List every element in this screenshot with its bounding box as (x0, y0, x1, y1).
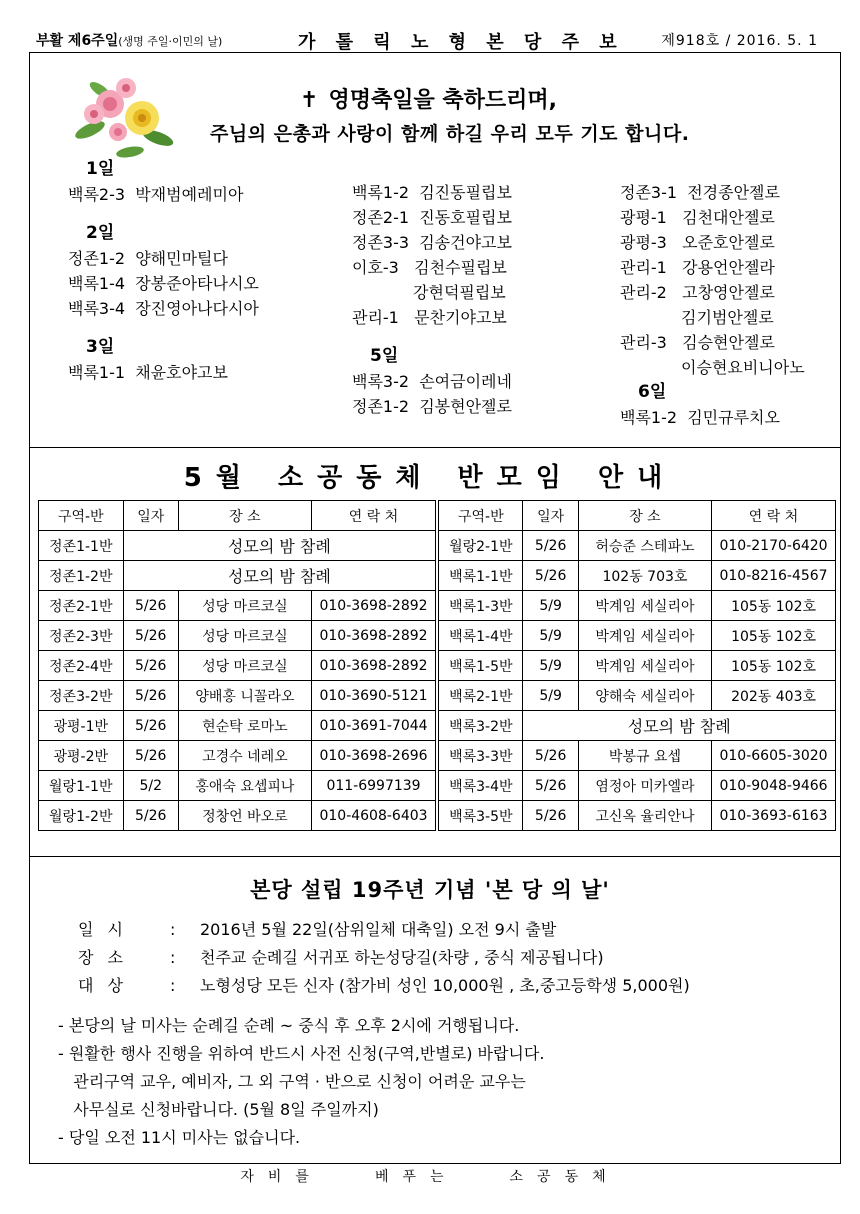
table-cell: 백록1-4반 (439, 621, 523, 651)
table-cell: 성모의 밤 참례 (123, 561, 436, 591)
table-cell: 백록3-4반 (439, 771, 523, 801)
table-row (39, 531, 836, 561)
table-cell: 정존1-1반 (39, 531, 124, 561)
info-line (78, 944, 690, 972)
table-cell: 정존2-3반 (39, 621, 124, 651)
feast-name: 이호-3 김천수필립보 (352, 258, 507, 277)
column-header: 일자 (523, 501, 578, 531)
anniversary-info (78, 916, 690, 1000)
table-cell: 5/26 (123, 651, 178, 681)
feast-name: 백록2-3 박재범예레미아 (68, 185, 244, 204)
feast-name: 관리-2 고창영안젤로 (620, 283, 775, 302)
liturgy-name: 부활 제6주일 (36, 33, 119, 49)
footer-word: 자비를 (240, 1169, 323, 1185)
footer-word: 소공동체 (509, 1169, 620, 1185)
info-value: 천주교 순례길 서귀포 하논성당길(차량 , 중식 제공됩니다) (200, 948, 604, 967)
feast-column-3 (620, 180, 805, 430)
bulletin-title: 가 톨 릭 노 형 본 당 주 보 (298, 32, 624, 53)
table-cell: 홍애숙 요셉피나 (178, 771, 311, 801)
table-cell: 정존3-2반 (39, 681, 124, 711)
table-cell: 정존1-2반 (39, 561, 124, 591)
feast-name: 백록1-4 장봉준아타나시오 (68, 274, 259, 293)
feast-name: 백록1-1 채윤호야고보 (68, 363, 228, 382)
table-cell: 박봉규 요셉 (578, 741, 711, 771)
table-cell: 010-3698-2892 (311, 621, 435, 651)
feast-name: 백록1-2 김민규루치오 (620, 408, 780, 427)
table-cell: 허승준 스테파노 (578, 531, 711, 561)
anniversary-notes (58, 1012, 544, 1152)
table-cell: 정창언 바오로 (178, 801, 311, 831)
meeting-table (38, 500, 836, 831)
note-line: - 원활한 행사 진행을 위하여 반드시 사전 신청(구역,반별로) 바랍니다. (58, 1044, 545, 1063)
table-row (39, 801, 836, 831)
greeting-line-2: 주님의 은총과 사랑이 함께 하길 우리 모두 기도 합니다. (210, 123, 690, 145)
feast-name: 정존1-2 김봉현안젤로 (352, 397, 512, 416)
table-row (39, 561, 836, 591)
feast-name: 광평-1 김천대안젤로 (620, 208, 775, 227)
feast-day: 5일 (370, 346, 399, 366)
feast-day: 6일 (638, 382, 667, 402)
table-cell: 정존2-1반 (39, 591, 124, 621)
table-cell: 5/26 (123, 621, 178, 651)
table-cell: 010-3698-2892 (311, 651, 435, 681)
table-cell: 010-2170-6420 (712, 531, 836, 561)
table-cell: 010-3698-2892 (311, 591, 435, 621)
table-cell: 5/9 (523, 591, 578, 621)
feast-name: 백록1-2 김진동필립보 (352, 183, 512, 202)
table-row (39, 711, 836, 741)
table-cell: 5/26 (123, 801, 178, 831)
table-cell: 010-3690-5121 (311, 681, 435, 711)
table-cell: 5/26 (523, 801, 578, 831)
table-cell: 102동 703호 (578, 561, 711, 591)
feast-day: 1일 (86, 159, 115, 179)
table-cell: 월랑1-2반 (39, 801, 124, 831)
table-cell: 정존2-4반 (39, 651, 124, 681)
table-cell: 월랑1-1반 (39, 771, 124, 801)
table-row (39, 621, 836, 651)
liturgy-subtitle: (생명 주일·이민의 날) (118, 35, 223, 48)
column-header: 연 락 처 (311, 501, 435, 531)
anniversary-title: 본당 설립 19주년 기념 '본 당 의 날' (250, 878, 610, 902)
info-label: 대상 (78, 976, 137, 995)
info-label: 일시 (78, 920, 137, 939)
feast-name: 백록3-2 손여금이레네 (352, 372, 512, 391)
table-cell: 박계임 세실리아 (578, 621, 711, 651)
feast-name: 강현덕필립보 (352, 283, 506, 302)
table-cell: 백록1-3반 (439, 591, 523, 621)
spacer (352, 330, 512, 344)
table-cell: 고신옥 율리안나 (578, 801, 711, 831)
table-cell: 105동 102호 (712, 621, 836, 651)
feast-name: 관리-3 김승현안젤로 (620, 333, 775, 352)
table-cell: 성모의 밤 참례 (123, 531, 436, 561)
column-header: 일자 (123, 501, 178, 531)
table-cell: 백록3-3반 (439, 741, 523, 771)
table-cell: 5/26 (523, 561, 578, 591)
feast-name: 정존2-1 진동호필립보 (352, 208, 512, 227)
feast-column-2 (352, 180, 512, 419)
footer-motto (0, 1166, 860, 1186)
feast-day: 3일 (86, 337, 115, 357)
table-cell: 5/9 (523, 651, 578, 681)
table-cell: 현순탁 로마노 (178, 711, 311, 741)
feast-name: 김기범안젤로 (620, 308, 774, 327)
table-cell: 010-9048-9466 (712, 771, 836, 801)
info-line (78, 916, 690, 944)
table-row (39, 771, 836, 801)
table-cell: 고경수 네레오 (178, 741, 311, 771)
greeting-text-1: 영명축일을 축하드리며, (328, 88, 557, 113)
column-header: 구역-반 (39, 501, 124, 531)
cross-icon: ✝ (300, 88, 319, 113)
table-cell: 010-3691-7044 (311, 711, 435, 741)
table-cell: 010-4608-6403 (311, 801, 435, 831)
note-line: - 당일 오전 11시 미사는 없습니다. (58, 1128, 301, 1147)
table-cell: 박계임 세실리아 (578, 651, 711, 681)
info-label: 장소 (78, 948, 137, 967)
footer-word: 베푸는 (374, 1169, 458, 1185)
feast-name: 백록3-4 장진영아나다시아 (68, 299, 259, 318)
table-cell: 010-6605-3020 (712, 741, 836, 771)
table-cell: 5/26 (523, 531, 578, 561)
table-row (39, 591, 836, 621)
feast-name: 이승현요비니아노 (620, 358, 805, 377)
info-value: 2016년 5월 22일(삼위일체 대축일) 오전 9시 출발 (200, 920, 557, 939)
table-cell: 202동 403호 (712, 681, 836, 711)
table-cell: 백록3-2반 (439, 711, 523, 741)
meeting-table-header (39, 501, 836, 531)
note-line: 사무실로 신청바랍니다. (5월 8일 주일까지) (58, 1100, 379, 1119)
table-cell: 5/2 (123, 771, 178, 801)
table-cell: 011-6997139 (311, 771, 435, 801)
meeting-table-body (39, 531, 836, 831)
table-cell: 성모의 밤 참례 (523, 711, 836, 741)
info-line (78, 972, 690, 1000)
table-cell: 5/26 (123, 591, 178, 621)
table-cell: 양배홍 니꼴라오 (178, 681, 311, 711)
table-cell: 월랑2-1반 (439, 531, 523, 561)
table-row (39, 651, 836, 681)
table-cell: 성당 마르코실 (178, 621, 311, 651)
feast-section (30, 53, 840, 448)
spacer (68, 321, 259, 335)
table-cell: 성당 마르코실 (178, 651, 311, 681)
table-cell: 5/26 (123, 681, 178, 711)
feast-name: 정존3-3 김송건야고보 (352, 233, 512, 252)
table-cell: 백록1-1반 (439, 561, 523, 591)
feast-name: 광평-3 오준호안젤로 (620, 233, 775, 252)
feast-column-1 (68, 157, 259, 385)
table-cell: 성당 마르코실 (178, 591, 311, 621)
table-row (39, 681, 836, 711)
feast-day: 2일 (86, 223, 115, 243)
note-line: 관리구역 교우, 예비자, 그 외 구역 · 반으로 신청이 어려운 교우는 (58, 1072, 526, 1091)
liturgy-title (36, 30, 222, 50)
feast-name: 관리-1 문찬기야고보 (352, 308, 507, 327)
table-cell: 박계임 세실리아 (578, 591, 711, 621)
table-cell: 5/9 (523, 681, 578, 711)
column-header: 구역-반 (439, 501, 523, 531)
table-cell: 백록2-1반 (439, 681, 523, 711)
table-cell: 양해숙 세실리아 (578, 681, 711, 711)
table-cell: 010-3693-6163 (712, 801, 836, 831)
table-row (39, 741, 836, 771)
greeting-line-1 (300, 83, 557, 114)
divider (29, 856, 841, 857)
info-colon: : (170, 920, 176, 939)
table-cell: 5/26 (123, 741, 178, 771)
issue-number: 제918호 / 2016. 5. 1 (661, 33, 818, 49)
note-line: - 본당의 날 미사는 순례길 순례 ~ 중식 후 오후 2시에 거행됩니다. (58, 1016, 520, 1035)
table-cell: 105동 102호 (712, 591, 836, 621)
table-cell: 5/26 (523, 741, 578, 771)
table-cell: 010-8216-4567 (712, 561, 836, 591)
table-cell: 105동 102호 (712, 651, 836, 681)
feast-name: 관리-1 강용언안젤라 (620, 258, 775, 277)
table-cell: 5/9 (523, 621, 578, 651)
feast-name: 정존3-1 전경종안젤로 (620, 183, 780, 202)
flower-bouquet-icon (70, 70, 180, 160)
table-cell: 광평-2반 (39, 741, 124, 771)
info-colon: : (170, 976, 176, 995)
column-header: 연 락 처 (712, 501, 836, 531)
table-cell: 5/26 (123, 711, 178, 741)
table-cell: 백록3-5반 (439, 801, 523, 831)
feast-name: 정존1-2 양해민마틸다 (68, 249, 228, 268)
bulletin-header (30, 26, 830, 52)
spacer (68, 207, 259, 221)
table-cell: 염정아 미카엘라 (578, 771, 711, 801)
column-header: 장 소 (178, 501, 311, 531)
table-cell: 백록1-5반 (439, 651, 523, 681)
meeting-title: 5월 소공동체 반모임 안내 (183, 463, 677, 493)
table-cell: 010-3698-2696 (311, 741, 435, 771)
column-header: 장 소 (578, 501, 711, 531)
table-cell: 광평-1반 (39, 711, 124, 741)
info-colon: : (170, 948, 176, 967)
info-value: 노형성당 모든 신자 (참가비 성인 10,000원 , 초,중고등학생 5,000원) (200, 976, 690, 995)
table-cell: 5/26 (523, 771, 578, 801)
